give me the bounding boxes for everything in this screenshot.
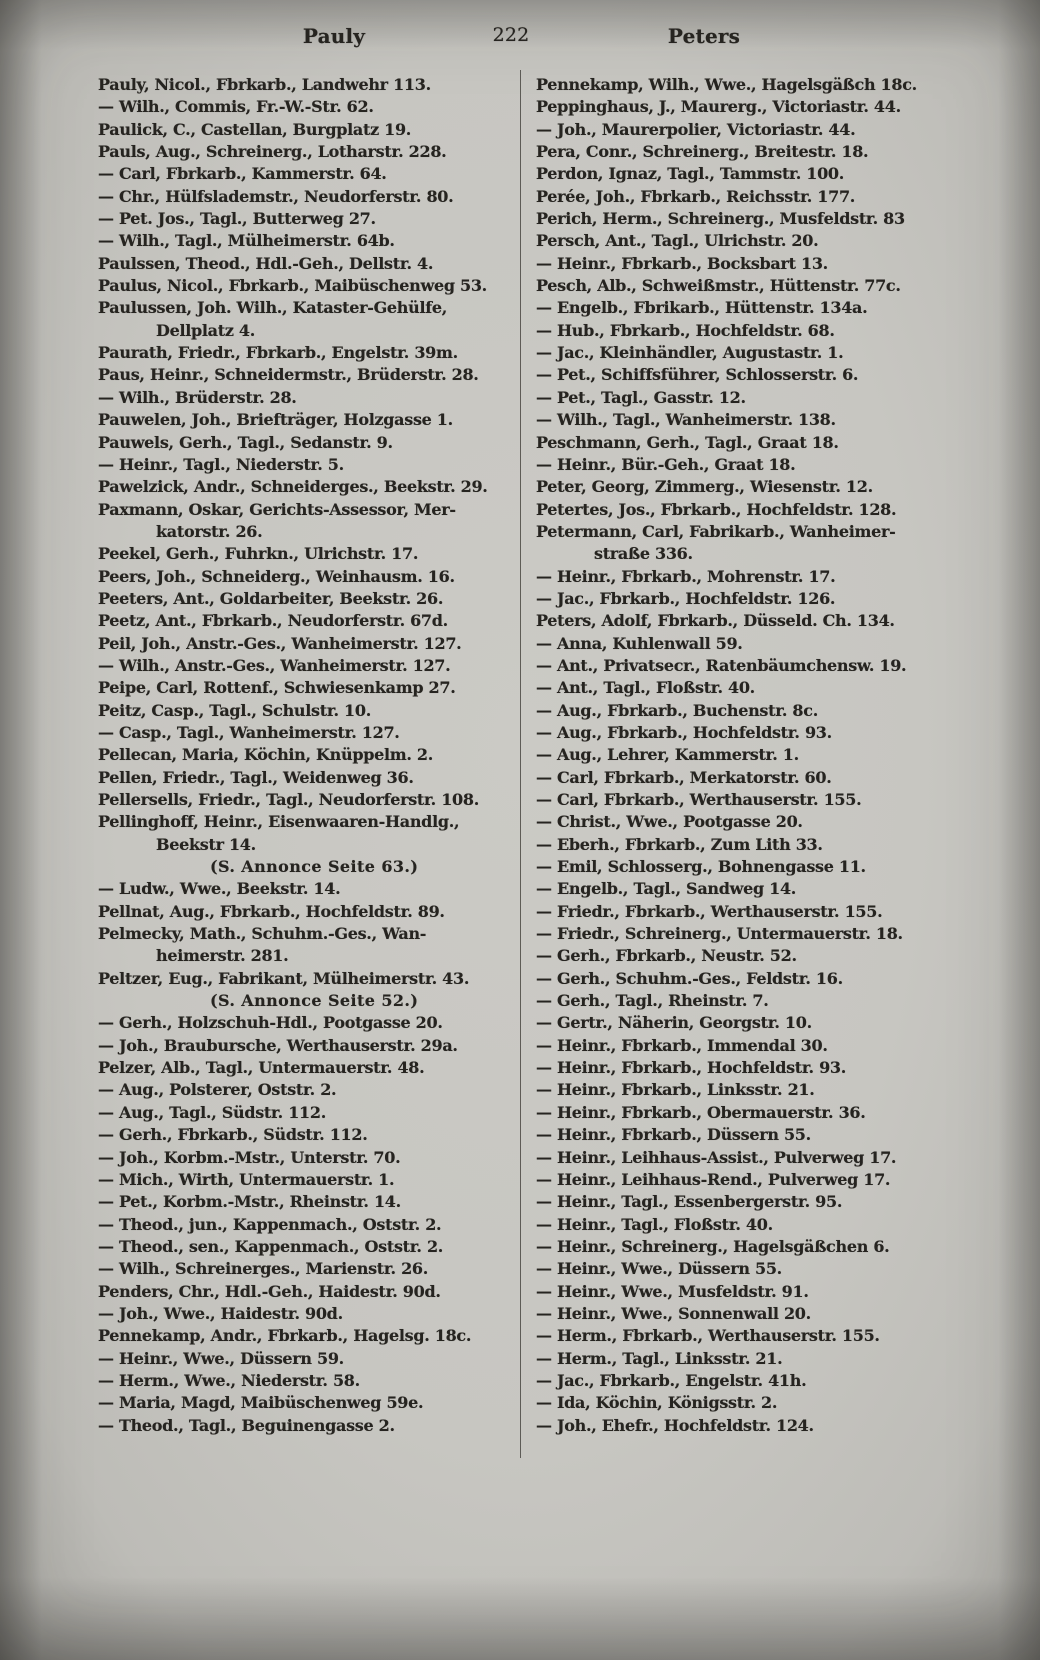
directory-entry-line: — Chr., Hülfslademstr., Neudorferstr. 80. [98, 186, 454, 206]
running-head [0, 24, 1040, 54]
directory-entry-line: Peers, Joh., Schneiderg., Weinhausm. 16. [98, 566, 455, 586]
annonce-reference-line: (S. Annonce Seite 52.) [210, 991, 419, 1011]
directory-entry-line: — Maria, Magd, Maibüschenweg 59e. [98, 1393, 424, 1413]
left-column [98, 74, 512, 1437]
directory-entry-line: — Heinr., Leihhaus-Rend., Pulverweg 17. [536, 1169, 891, 1189]
directory-entry-line: — Pet. Jos., Tagl., Butterweg 27. [98, 209, 376, 229]
directory-entry-line: Petermann, Carl, Fabrikarb., Wanheimer- [536, 521, 896, 541]
directory-entry-line: — Carl, Fbrkarb., Kammerstr. 64. [98, 164, 387, 184]
directory-entry-line: Perich, Herm., Schreinerg., Musfeldstr. 83 [536, 209, 905, 229]
directory-entry-line: Perée, Joh., Fbrkarb., Reichsstr. 177. [536, 186, 856, 206]
directory-entry-line: Peppinghaus, J., Maurerg., Victoriastr. 44. [536, 97, 901, 117]
directory-entry-line: Pauly, Nicol., Fbrkarb., Landwehr 113. [98, 75, 431, 94]
directory-entry-line: Paxmann, Oskar, Gerichts-Assessor, Mer- [98, 499, 456, 519]
directory-entry-line: — Engelb., Tagl., Sandweg 14. [536, 879, 797, 899]
annonce-reference-line: (S. Annonce Seite 63.) [210, 857, 419, 877]
directory-entry-line: — Joh., Wwe., Haidestr. 90d. [98, 1303, 343, 1323]
directory-entry-line: — Heinr., Wwe., Düssern 59. [98, 1348, 344, 1368]
directory-entry-line: — Aug., Polsterer, Oststr. 2. [98, 1080, 337, 1100]
directory-entry-line: — Gerh., Holzschuh-Hdl., Pootgasse 20. [98, 1013, 443, 1033]
directory-entry-line: — Casp., Tagl., Wanheimerstr. 127. [98, 722, 400, 742]
directory-entry-line: — Theod., Tagl., Beguinengasse 2. [98, 1415, 395, 1435]
directory-entry-line: — Jac., Fbrkarb., Engelstr. 41h. [536, 1370, 807, 1390]
directory-entry-line: Peitz, Casp., Tagl., Schulstr. 10. [98, 700, 371, 720]
directory-entry-line: — Heinr., Tagl., Floßstr. 40. [536, 1214, 773, 1234]
directory-entry-line: — Aug., Tagl., Südstr. 112. [98, 1102, 326, 1122]
directory-entry-line: — Christ., Wwe., Pootgasse 20. [536, 812, 803, 832]
directory-entry-line: Peipe, Carl, Rottenf., Schwiesenkamp 27. [98, 678, 456, 698]
directory-entry-line: — Emil, Schlosserg., Bohnengasse 11. [536, 857, 866, 877]
directory-entry-line: — Herm., Tagl., Linksstr. 21. [536, 1348, 783, 1368]
directory-entry-line: — Heinr., Wwe., Sonnenwall 20. [536, 1303, 811, 1323]
directory-entry-line: Peil, Joh., Anstr.-Ges., Wanheimerstr. 127. [98, 633, 462, 653]
page-number: 222 [492, 24, 530, 46]
directory-entry-line: — Mich., Wirth, Untermauerstr. 1. [98, 1169, 395, 1189]
directory-entry-line: Pellnat, Aug., Fbrkarb., Hochfeldstr. 89. [98, 901, 445, 921]
directory-entry-line: Pesch, Alb., Schweißmstr., Hüttenstr. 77c. [536, 276, 901, 296]
directory-entry-line: — Gerh., Fbrkarb., Südstr. 112. [98, 1125, 368, 1145]
directory-entry-line: — Joh., Korbm.-Mstr., Unterstr. 70. [98, 1147, 401, 1167]
directory-entry-line: — Heinr., Fbrkarb., Immendal 30. [536, 1035, 828, 1055]
directory-entry-line: Beekstr 14. [156, 834, 256, 854]
directory-entry-line: — Theod., jun., Kappenmach., Oststr. 2. [98, 1214, 442, 1234]
directory-entry-line: — Wilh., Anstr.-Ges., Wanheimerstr. 127. [98, 655, 451, 675]
directory-entry-line: — Pet., Tagl., Gasstr. 12. [536, 387, 746, 407]
running-head-left-title: Pauly [302, 24, 366, 48]
directory-entry-line: Paulssen, Theod., Hdl.-Geh., Dellstr. 4. [98, 253, 434, 273]
directory-entry-line: — Engelb., Fbrikarb., Hüttenstr. 134a. [536, 298, 868, 318]
directory-entry-line: — Ant., Privatsecr., Ratenbäumchensw. 19. [536, 655, 907, 675]
directory-entry-line: — Carl, Fbrkarb., Merkatorstr. 60. [536, 767, 832, 787]
directory-entry-line: — Wilh., Tagl., Mülheimerstr. 64b. [98, 231, 395, 251]
directory-entry-line: Pellecan, Maria, Köchin, Knüppelm. 2. [98, 745, 434, 765]
directory-entry-line: — Heinr., Wwe., Musfeldstr. 91. [536, 1281, 809, 1301]
directory-entry-line: straße 336. [594, 544, 693, 564]
directory-entry-line: — Gerh., Fbrkarb., Neustr. 52. [536, 946, 797, 966]
directory-entry-line: — Hub., Fbrkarb., Hochfeldstr. 68. [536, 320, 835, 340]
directory-entry-line: Pawelzick, Andr., Schneiderges., Beekstr. 29. [98, 477, 488, 497]
directory-entry-line: — Aug., Lehrer, Kammerstr. 1. [536, 745, 799, 765]
directory-entry-line: — Anna, Kuhlenwall 59. [536, 633, 743, 653]
directory-entry-line: — Friedr., Fbrkarb., Werthauserstr. 155. [536, 901, 883, 921]
directory-entry-line: heimerstr. 281. [156, 946, 289, 966]
directory-entry-line: — Joh., Braubursche, Werthauserstr. 29a. [98, 1035, 458, 1055]
directory-entry-line: — Wilh., Commis, Fr.-W.-Str. 62. [98, 97, 374, 117]
directory-entry-line: Pera, Conr., Schreinerg., Breitestr. 18. [536, 142, 869, 162]
directory-entry-line: — Gerh., Schuhm.-Ges., Feldstr. 16. [536, 968, 843, 988]
directory-entry-line: Petertes, Jos., Fbrkarb., Hochfeldstr. 128. [536, 499, 897, 519]
directory-entry-line: — Gertr., Näherin, Georgstr. 10. [536, 1013, 812, 1033]
directory-entry-line: Paurath, Friedr., Fbrkarb., Engelstr. 39m. [98, 343, 458, 363]
directory-entry-line: — Heinr., Fbrkarb., Mohrenstr. 17. [536, 566, 836, 586]
directory-entry-line: Pauls, Aug., Schreinerg., Lotharstr. 228. [98, 142, 447, 162]
directory-entry-line: Perdon, Ignaz, Tagl., Tammstr. 100. [536, 164, 845, 184]
directory-entry-line: Peschmann, Gerh., Tagl., Graat 18. [536, 432, 839, 452]
directory-entry-line: Pennekamp, Wilh., Wwe., Hagelsgäßch 18c. [536, 75, 917, 94]
directory-entry-line: Paulussen, Joh. Wilh., Kataster-Gehülfe, [98, 298, 447, 318]
directory-entry-line: — Heinr., Tagl., Niederstr. 5. [98, 454, 344, 474]
directory-entry-line: — Jac., Fbrkarb., Hochfeldstr. 126. [536, 588, 836, 608]
directory-entry-line: — Friedr., Schreinerg., Untermauerstr. 18. [536, 924, 903, 944]
directory-entry-line: Peetz, Ant., Fbrkarb., Neudorferstr. 67d. [98, 611, 448, 631]
directory-entry-line: — Aug., Fbrkarb., Hochfeldstr. 93. [536, 722, 832, 742]
directory-entry-line: — Heinr., Fbrkarb., Obermauerstr. 36. [536, 1102, 866, 1122]
directory-entry-line: Peltzer, Eug., Fabrikant, Mülheimerstr. 43. [98, 968, 470, 988]
directory-entry-line: — Pet., Korbm.-Mstr., Rheinstr. 14. [98, 1192, 401, 1212]
directory-entry-line: Pellinghoff, Heinr., Eisenwaaren-Handlg., [98, 812, 460, 832]
directory-entry-line: — Heinr., Fbrkarb., Hochfeldstr. 93. [536, 1058, 847, 1078]
directory-entry-line: Pauwelen, Joh., Briefträger, Holzgasse 1. [98, 410, 453, 430]
directory-entry-line: — Eberh., Fbrkarb., Zum Lith 33. [536, 834, 823, 854]
column-divider-rule [520, 70, 521, 1458]
directory-entry-line: — Heinr., Fbrkarb., Düssern 55. [536, 1125, 811, 1145]
directory-entry-line: Dellplatz 4. [156, 320, 255, 340]
directory-entry-line: — Ludw., Wwe., Beekstr. 14. [98, 879, 341, 899]
directory-entry-line: Pellen, Friedr., Tagl., Weidenweg 36. [98, 767, 414, 787]
directory-entry-line: Peeters, Ant., Goldarbeiter, Beekstr. 26. [98, 588, 444, 608]
directory-entry-line: — Carl, Fbrkarb., Werthauserstr. 155. [536, 790, 862, 809]
directory-entry-line: — Wilh., Brüderstr. 28. [98, 387, 297, 407]
directory-entry-line: — Aug., Fbrkarb., Buchenstr. 8c. [536, 700, 818, 720]
directory-entry-line: Pelzer, Alb., Tagl., Untermauerstr. 48. [98, 1058, 425, 1078]
right-column [536, 74, 950, 1437]
directory-entry-line: — Wilh., Schreinerges., Marienstr. 26. [98, 1259, 429, 1279]
directory-entry-line: — Heinr., Bür.-Geh., Graat 18. [536, 454, 796, 474]
directory-entry-line: Pauwels, Gerh., Tagl., Sedanstr. 9. [98, 432, 393, 452]
directory-entry-line: Persch, Ant., Tagl., Ulrichstr. 20. [536, 231, 819, 251]
directory-entry-line: — Joh., Maurerpolier, Victoriastr. 44. [536, 119, 856, 139]
directory-entry-line: — Theod., sen., Kappenmach., Oststr. 2. [98, 1236, 444, 1256]
directory-entry-line: — Pet., Schiffsführer, Schlosserstr. 6. [536, 365, 859, 385]
directory-entry-line: — Joh., Ehefr., Hochfeldstr. 124. [536, 1415, 814, 1435]
directory-entry-line: — Herm., Fbrkarb., Werthauserstr. 155. [536, 1326, 880, 1346]
directory-entry-line: — Gerh., Tagl., Rheinstr. 7. [536, 991, 769, 1011]
directory-entry-line: — Ida, Köchin, Königsstr. 2. [536, 1393, 778, 1413]
directory-entry-line: Peter, Georg, Zimmerg., Wiesenstr. 12. [536, 477, 873, 497]
directory-entry-line: — Heinr., Wwe., Düssern 55. [536, 1259, 782, 1279]
directory-entry-line: Paulick, C., Castellan, Burgplatz 19. [98, 119, 412, 139]
directory-entry-line: Pellersells, Friedr., Tagl., Neudorferstr. 108. [98, 790, 479, 809]
directory-entry-line: Penders, Chr., Hdl.-Geh., Haidestr. 90d. [98, 1281, 441, 1301]
directory-entry-line: — Heinr., Schreinerg., Hagelsgäßchen 6. [536, 1236, 890, 1256]
directory-entry-line: — Heinr., Tagl., Essenbergerstr. 95. [536, 1192, 843, 1212]
directory-entry-line: Pennekamp, Andr., Fbrkarb., Hagelsg. 18c. [98, 1326, 472, 1346]
directory-entry-line: Peekel, Gerh., Fuhrkn., Ulrichstr. 17. [98, 544, 419, 564]
directory-entry-line: katorstr. 26. [156, 521, 263, 541]
directory-entry-line: — Heinr., Fbrkarb., Bocksbart 13. [536, 253, 828, 273]
directory-entry-line: Paus, Heinr., Schneidermstr., Brüderstr. 28. [98, 365, 479, 385]
directory-entry-line: — Heinr., Leihhaus-Assist., Pulverweg 17. [536, 1147, 897, 1167]
directory-entry-line: Paulus, Nicol., Fbrkarb., Maibüschenweg 53. [98, 276, 487, 296]
directory-entry-line: — Jac., Kleinhändler, Augustastr. 1. [536, 343, 844, 363]
directory-entry-line: — Herm., Wwe., Niederstr. 58. [98, 1370, 360, 1390]
directory-entry-line: Peters, Adolf, Fbrkarb., Düsseld. Ch. 134. [536, 611, 895, 631]
directory-entry-line: — Wilh., Tagl., Wanheimerstr. 138. [536, 410, 836, 430]
directory-entry-line: Pelmecky, Math., Schuhm.-Ges., Wan- [98, 924, 427, 944]
running-head-right-title: Peters [667, 24, 741, 48]
directory-entry-line: — Ant., Tagl., Floßstr. 40. [536, 678, 755, 698]
directory-entry-line: — Heinr., Fbrkarb., Linksstr. 21. [536, 1080, 815, 1100]
